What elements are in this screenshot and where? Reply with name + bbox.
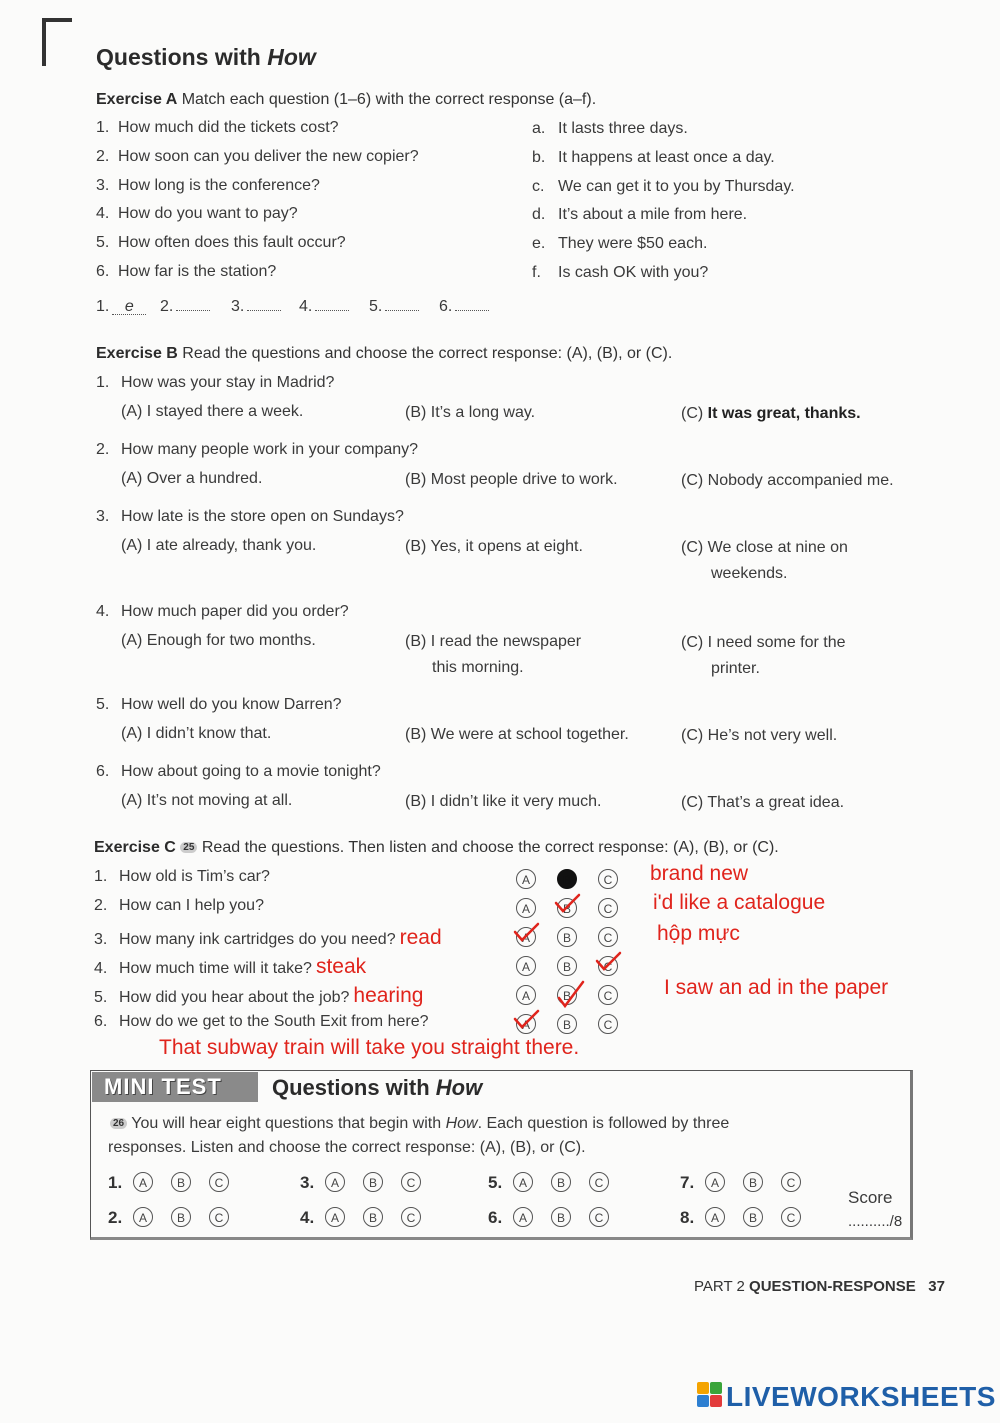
response-letter: a. xyxy=(532,120,546,137)
exercise-b-question xyxy=(96,441,418,459)
question-number: 6. xyxy=(96,263,110,280)
option-a[interactable]: (A) I didn’t know that. xyxy=(121,725,272,742)
mini-test-number: 1. xyxy=(108,1173,123,1192)
corner-mark-top xyxy=(42,18,72,22)
option-a[interactable]: (A) Over a hundred. xyxy=(121,470,263,487)
question-number: 4. xyxy=(94,960,108,977)
mini-test-number: 5. xyxy=(488,1173,503,1192)
handwritten-answer-2: i'd like a catalogue xyxy=(653,891,826,914)
option-c-text: (C) He’s not very well. xyxy=(681,727,838,744)
answer-bubble-b[interactable]: B xyxy=(557,869,577,889)
mini-bubble-c[interactable]: C xyxy=(781,1172,801,1192)
answer-value[interactable] xyxy=(315,310,349,311)
question-text: How old is Tim’s car? xyxy=(119,868,270,885)
mini-test-label: MINI TEST xyxy=(92,1072,258,1102)
question-number: 2. xyxy=(94,897,108,914)
question-text: How can I help you? xyxy=(119,897,264,914)
answer-blank[interactable] xyxy=(299,298,349,316)
answer-bubble-b[interactable]: B xyxy=(557,898,577,918)
mini-test-number: 2. xyxy=(108,1208,123,1227)
mini-bubble-c[interactable]: C xyxy=(401,1172,421,1192)
option-c[interactable] xyxy=(681,539,848,557)
check-mark-icon xyxy=(553,891,581,915)
question-number: 3. xyxy=(96,177,110,194)
exercise-b-question xyxy=(96,696,342,714)
answer-bubble-c[interactable]: C xyxy=(598,956,618,976)
question-number: 5. xyxy=(96,696,110,713)
handwritten-answer-6: That subway train will take you straight there. xyxy=(159,1036,580,1059)
audio-track-icon: 25 xyxy=(180,842,197,853)
handwritten-note: read xyxy=(399,926,442,949)
option-c-text: (C) I need some for the xyxy=(681,634,846,651)
option-c-text: (C) That’s a great idea. xyxy=(681,794,845,811)
mini-bubble-a[interactable]: A xyxy=(133,1207,153,1227)
exercise-c-question xyxy=(94,926,442,950)
question-number: 5. xyxy=(96,234,110,251)
mini-bubble-a[interactable]: A xyxy=(325,1207,345,1227)
question-text: How much paper did you order? xyxy=(121,603,349,620)
option-c[interactable] xyxy=(681,634,846,652)
response-text: Is cash OK with you? xyxy=(558,264,709,281)
response-text: They were $50 each. xyxy=(558,235,708,252)
option-c-cont: weekends. xyxy=(711,565,788,582)
option-b[interactable]: (B) It’s a long way. xyxy=(405,404,536,421)
answer-bubble-a[interactable]: A xyxy=(516,927,536,947)
answer-number: 1. xyxy=(96,298,110,315)
check-mark-icon xyxy=(512,920,540,944)
option-a[interactable]: (A) I stayed there a week. xyxy=(121,403,304,420)
answer-bubble-a[interactable]: A xyxy=(516,985,536,1005)
check-mark-icon xyxy=(512,1007,540,1031)
mini-test-title: Questions with How xyxy=(272,1075,483,1100)
mini-test-instruction-line2: responses. Listen and choose the correct response: (A), (B), or (C). xyxy=(108,1139,586,1156)
mini-bubble-c[interactable]: C xyxy=(209,1172,229,1192)
answer-value[interactable] xyxy=(385,310,419,311)
question-text: How was your stay in Madrid? xyxy=(121,374,335,391)
option-b-cont: this morning. xyxy=(432,659,524,676)
question-text: How well do you know Darren? xyxy=(121,696,342,713)
question-number: 3. xyxy=(94,931,108,948)
exercise-c-question xyxy=(94,1013,429,1031)
question-number: 6. xyxy=(94,1013,108,1030)
score-label: Score xyxy=(848,1188,893,1207)
exercise-a-heading: Exercise A Match each question (1–6) with the correct response (a–f). xyxy=(96,91,597,108)
exercise-c-question xyxy=(94,868,270,886)
exercise-a-response xyxy=(532,120,688,138)
question-text: How do you want to pay? xyxy=(118,205,298,222)
option-b[interactable]: (B) We were at school together. xyxy=(405,726,629,743)
mini-bubble-c[interactable]: C xyxy=(209,1207,229,1227)
question-number: 5. xyxy=(94,989,108,1006)
option-a[interactable]: (A) It’s not moving at all. xyxy=(121,792,293,809)
answer-blank[interactable] xyxy=(369,298,419,316)
mini-bubble-b[interactable]: B xyxy=(743,1207,763,1227)
answer-number: 5. xyxy=(369,298,383,315)
answer-bubble-b[interactable]: B xyxy=(557,927,577,947)
mini-test-number: 6. xyxy=(488,1208,503,1227)
question-text: How many people work in your company? xyxy=(121,441,419,458)
liveworksheets-logo-icon xyxy=(697,1382,723,1408)
corner-mark xyxy=(42,18,46,66)
mini-bubble-b[interactable]: B xyxy=(743,1172,763,1192)
answer-bubble-a[interactable]: A xyxy=(516,898,536,918)
answer-blank[interactable] xyxy=(439,298,489,316)
response-letter: d. xyxy=(532,206,546,223)
question-number: 1. xyxy=(96,374,110,391)
check-mark-icon xyxy=(594,949,622,973)
handwritten-answer-5: I saw an ad in the paper xyxy=(664,976,889,999)
question-text: How often does this fault occur? xyxy=(118,234,346,251)
answer-bubble-b[interactable]: B xyxy=(557,1014,577,1034)
response-letter: b. xyxy=(532,149,546,166)
question-text: How much time will it take? xyxy=(119,960,312,977)
exercise-a-question xyxy=(96,148,419,166)
exercise-a-response xyxy=(532,235,707,253)
mini-bubble-c[interactable]: C xyxy=(781,1207,801,1227)
mini-bubble-c[interactable]: C xyxy=(589,1172,609,1192)
liveworksheets-watermark: LIVEWORKSHEETS xyxy=(726,1381,996,1412)
page-title: Questions with How xyxy=(96,44,316,70)
exercise-a-response xyxy=(532,206,747,224)
check-mark-icon xyxy=(553,978,587,1012)
option-a[interactable]: (A) I ate already, thank you. xyxy=(121,537,317,554)
mini-bubble-b[interactable]: B xyxy=(363,1172,383,1192)
question-text: How much did the tickets cost? xyxy=(118,119,339,136)
mini-bubble-a[interactable]: A xyxy=(133,1172,153,1192)
exercise-a-question xyxy=(96,205,298,223)
mini-test-number: 3. xyxy=(300,1173,315,1192)
answer-bubble-c[interactable]: C xyxy=(598,869,618,889)
option-c-text: (C) We close at nine on xyxy=(681,539,848,556)
option-c-text: (C) Nobody accompanied me. xyxy=(681,472,894,489)
option-c[interactable] xyxy=(681,405,861,423)
exercise-a-question xyxy=(96,177,320,195)
mini-bubble-c[interactable]: C xyxy=(401,1207,421,1227)
option-b[interactable]: (B) I read the newspaper xyxy=(405,633,582,650)
question-number: 2. xyxy=(96,148,110,165)
mini-bubble-a[interactable]: A xyxy=(705,1207,725,1227)
response-text: It’s about a mile from here. xyxy=(558,206,748,223)
score-value: ........../8 xyxy=(848,1213,903,1230)
answer-bubble-a[interactable]: A xyxy=(516,956,536,976)
answer-bubble-c[interactable]: C xyxy=(598,1014,618,1034)
answer-bubble-b[interactable]: B xyxy=(557,956,577,976)
answer-number: 3. xyxy=(231,298,245,315)
question-text: How soon can you deliver the new copier? xyxy=(118,148,419,165)
response-text: It lasts three days. xyxy=(558,120,688,137)
exercise-c-question xyxy=(94,984,423,1008)
option-c[interactable] xyxy=(681,794,844,812)
exercise-b-question xyxy=(96,374,334,392)
mini-test-number: 7. xyxy=(680,1173,695,1192)
mini-bubble-b[interactable]: B xyxy=(551,1172,571,1192)
question-number: 4. xyxy=(96,603,110,620)
mini-bubble-b[interactable]: B xyxy=(171,1207,191,1227)
question-number: 1. xyxy=(96,119,110,136)
mini-bubble-a[interactable]: A xyxy=(705,1172,725,1192)
exercise-b-question xyxy=(96,508,404,526)
question-number: 4. xyxy=(96,205,110,222)
response-text: We can get it to you by Thursday. xyxy=(558,178,795,195)
mini-bubble-c[interactable]: C xyxy=(589,1207,609,1227)
mini-test-number: 8. xyxy=(680,1208,695,1227)
exercise-a-question xyxy=(96,119,339,137)
exercise-c-question xyxy=(94,955,366,979)
question-number: 6. xyxy=(96,763,110,780)
question-number: 2. xyxy=(96,441,110,458)
answer-value[interactable] xyxy=(455,310,489,311)
answer-blank[interactable] xyxy=(231,298,281,316)
handwritten-note: steak xyxy=(315,955,367,978)
question-text: How far is the station? xyxy=(118,263,277,280)
question-text: How about going to a movie tonight? xyxy=(121,763,381,780)
mini-bubble-a[interactable]: A xyxy=(513,1207,533,1227)
answer-value[interactable] xyxy=(176,310,210,311)
handwritten-note: hearing xyxy=(353,984,424,1007)
answer-bubble-c[interactable]: C xyxy=(598,927,618,947)
option-a[interactable]: (A) Enough for two months. xyxy=(121,632,316,649)
question-number: 3. xyxy=(96,508,110,525)
response-text: It happens at least once a day. xyxy=(558,149,775,166)
option-c[interactable] xyxy=(681,472,894,490)
question-text: How do we get to the South Exit from here? xyxy=(119,1013,429,1030)
answer-value[interactable]: e xyxy=(112,300,146,315)
question-text: How many ink cartridges do you need? xyxy=(119,931,396,948)
mini-bubble-b[interactable]: B xyxy=(171,1172,191,1192)
exercise-c-heading: Exercise C 25 Read the questions. Then listen and choose the correct response: (A), (B), or (C). xyxy=(94,839,779,856)
mini-bubble-b[interactable]: B xyxy=(551,1207,571,1227)
option-b[interactable]: (B) I didn’t like it very much. xyxy=(405,793,602,810)
mini-bubble-b[interactable]: B xyxy=(363,1207,383,1227)
answer-bubble-c[interactable]: C xyxy=(598,898,618,918)
answer-number: 2. xyxy=(160,298,174,315)
answer-bubble-a[interactable]: A xyxy=(516,869,536,889)
answer-bubble-c[interactable]: C xyxy=(598,985,618,1005)
exercise-a-response xyxy=(532,264,708,282)
answer-blank[interactable] xyxy=(96,298,146,316)
mini-bubble-a[interactable]: A xyxy=(513,1172,533,1192)
exercise-b-question xyxy=(96,603,349,621)
question-text: How long is the conference? xyxy=(118,177,320,194)
option-b[interactable]: (B) Most people drive to work. xyxy=(405,471,618,488)
option-c-cont: printer. xyxy=(711,660,760,677)
exercise-a-question xyxy=(96,234,346,252)
handwritten-answer-3: hộp mực xyxy=(657,922,740,945)
question-text: How late is the store open on Sundays? xyxy=(121,508,404,525)
answer-bubble-a[interactable]: A xyxy=(516,1014,536,1034)
exercise-a-response xyxy=(532,149,775,167)
answer-blank[interactable] xyxy=(160,298,210,316)
exercise-a-question xyxy=(96,263,276,281)
option-c-bold: It was great, thanks. xyxy=(707,405,861,422)
option-c-text: (C) xyxy=(681,405,708,422)
response-letter: e. xyxy=(532,235,546,252)
answer-number: 4. xyxy=(299,298,313,315)
option-c[interactable] xyxy=(681,727,837,745)
exercise-a-response xyxy=(532,178,795,196)
mini-bubble-a[interactable]: A xyxy=(325,1172,345,1192)
answer-value[interactable] xyxy=(247,310,281,311)
response-letter: c. xyxy=(532,178,545,195)
answer-number: 6. xyxy=(439,298,453,315)
response-letter: f. xyxy=(532,264,541,281)
answer-bubble-b[interactable]: B xyxy=(557,985,577,1005)
mini-test-instruction: 26 You will hear eight questions that begin with How. Each question is followed by three xyxy=(110,1115,729,1133)
page-footer: PART 2 QUESTION-RESPONSE 37 xyxy=(694,1278,945,1295)
mini-test-number: 4. xyxy=(300,1208,315,1227)
question-text: How did you hear about the job? xyxy=(119,989,350,1006)
exercise-c-question xyxy=(94,897,264,915)
question-number: 1. xyxy=(94,868,108,885)
handwritten-answer-1: brand new xyxy=(650,862,749,885)
option-b[interactable]: (B) Yes, it opens at eight. xyxy=(405,538,583,555)
exercise-b-question xyxy=(96,763,381,781)
audio-track-icon: 26 xyxy=(110,1118,127,1129)
exercise-b-heading: Exercise B Read the questions and choose the correct response: (A), (B), or (C). xyxy=(96,345,673,362)
